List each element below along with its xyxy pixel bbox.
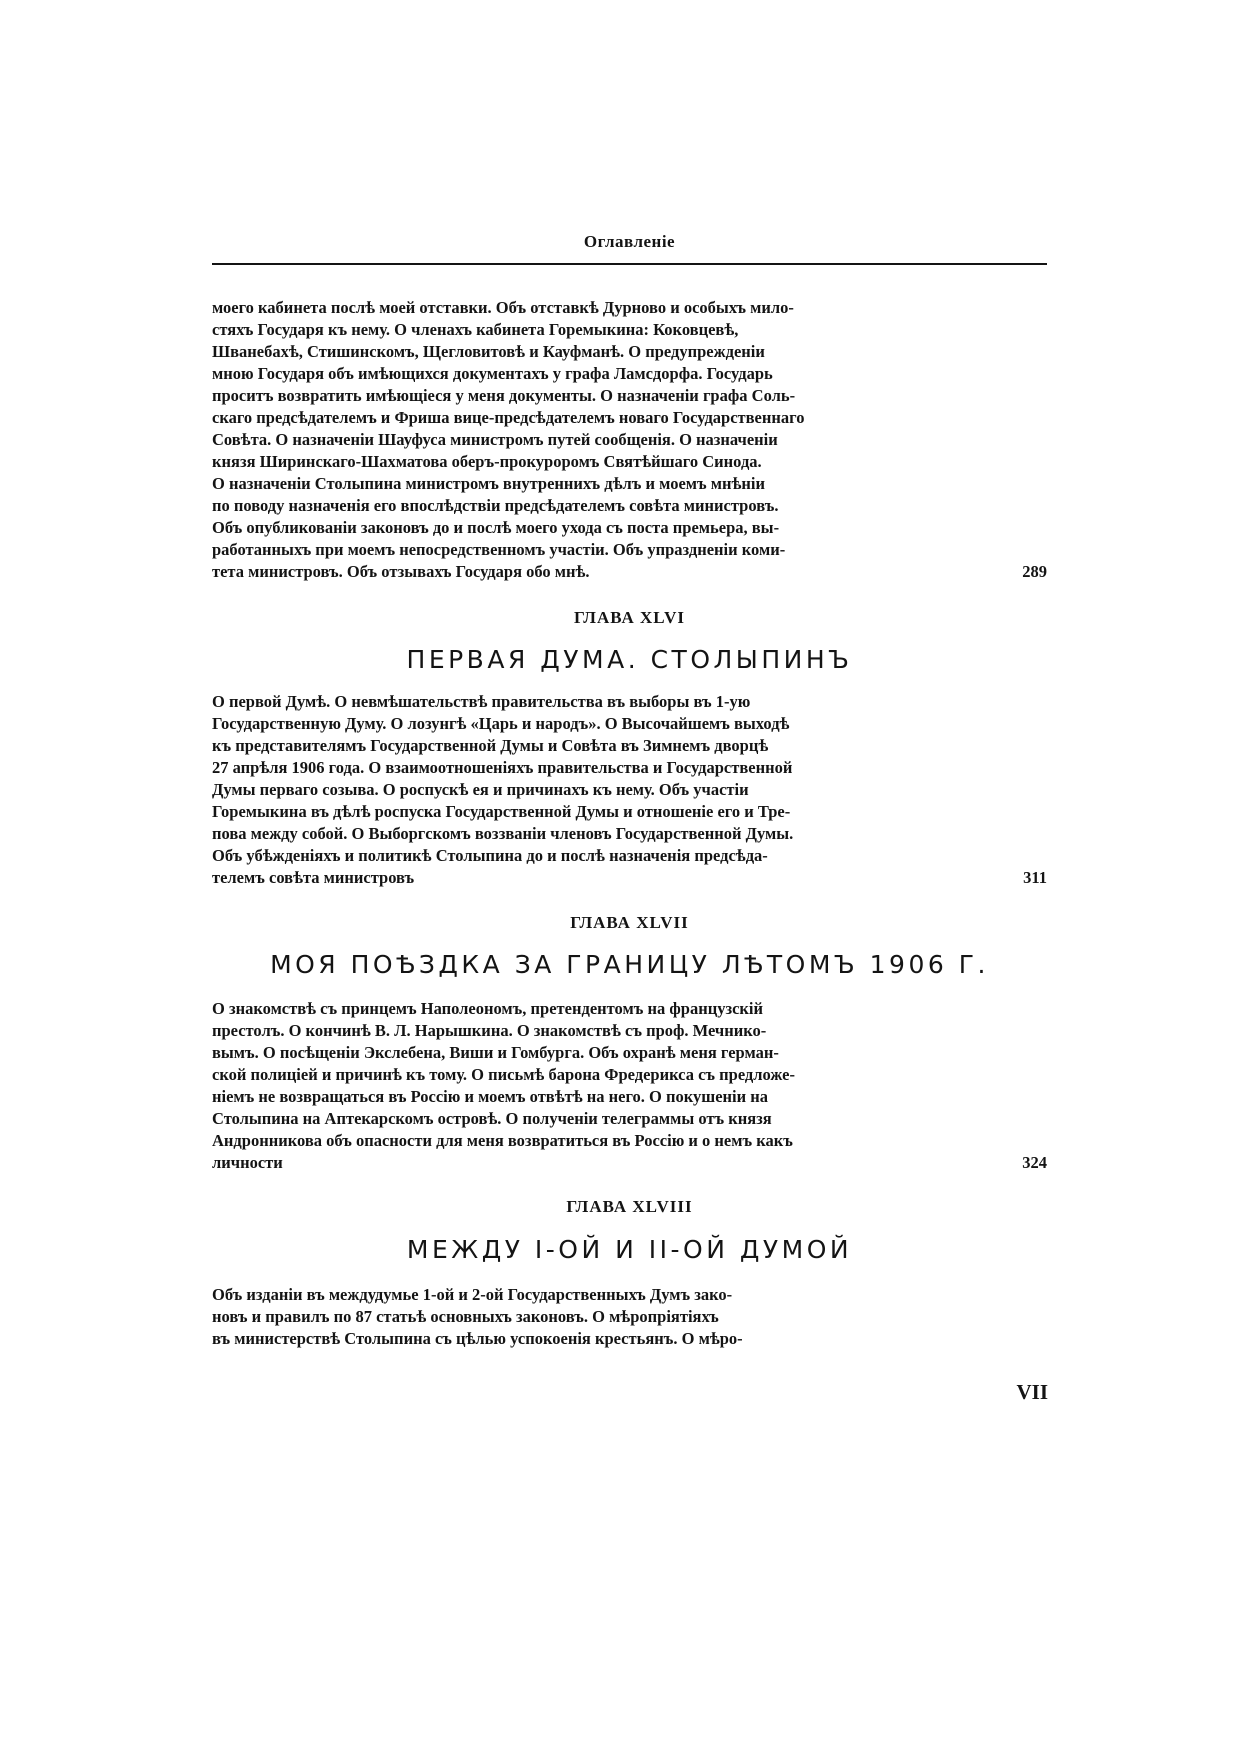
page-number: 289 bbox=[1022, 562, 1047, 581]
chapter-summary: моего кабинета послѣ моей отставки. Объ отставкѣ Дурново и особыхъ мило- стяхъ Государя къ нему. О членахъ кабинета Горемыкина: Коковцевѣ, Шванебахѣ, Стишинскомъ, Щегловитовѣ и Кауфманѣ. О предупрежденіи мною Государя объ имѣющихся документахъ у графа Ламсдорфа. Государь проситъ возвратить имѣющіеся у меня документы. О назначеніи графа Соль- скаго предсѣдателемъ и Фриша вице-предсѣдателемъ новаго Государственнаго Совѣта. О назначеніи Шауфуса министромъ путей сообщенія. О назначеніи князя Ширинскаго-Шахматова оберъ-прокуроромъ Святѣйшаго Синода. О назначеніи Столыпина министромъ внутреннихъ дѣлъ и моемъ мнѣніи по поводу назначенія его впослѣдствіи предсѣдателемъ совѣта министровъ. Объ опубликованіи законовъ до и послѣ моего ухода съ поста премьера, вы- работанныхъ при моемъ непосредственномъ участіи. Объ упраздненіи коми- тета министровъ. Объ отзывахъ Государя обо мнѣ. bbox=[212, 298, 805, 581]
page-number: 324 bbox=[1022, 1153, 1047, 1172]
chapter-label-xlviii: ГЛАВА XLVIII bbox=[566, 1197, 693, 1216]
toc-entry-xlvii bbox=[212, 998, 1047, 1174]
chapter-title-xlviii: МЕЖДУ I-ОЙ И II-ОЙ ДУМОЙ bbox=[406, 1235, 853, 1264]
chapter-title-xlvii: МОЯ ПОѢЗДКА ЗА ГРАНИЦУ ЛѢТОМЪ 1906 Г. bbox=[270, 950, 989, 979]
chapter-label-xlvii: ГЛАВА XLVII bbox=[570, 913, 689, 932]
chapter-label-xlvi: ГЛАВА XLVI bbox=[574, 608, 685, 627]
page-number: 311 bbox=[1023, 868, 1047, 887]
page-header: Оглавленіе bbox=[583, 232, 676, 251]
chapter-summary: О первой Думѣ. О невмѣшательствѣ правительства въ выборы въ 1-ую Государственную Думу. О лозунгѣ «Царь и народъ». О Высочайшемъ выходѣ къ представителямъ Государственной Думы и Совѣта въ Зимнемъ дворцѣ 27 апрѣля 1906 года. О взаимоотношеніяхъ правительства и Государственной Думы перваго созыва. О роспускѣ ея и причинахъ къ нему. Объ участіи Горемыкина въ дѣлѣ роспуска Государственной Думы и отношеніе его и Тре- пова между собой. О Выборгскомъ воззваніи членовъ Государственной Думы. Объ убѣжденіяхъ и политикѣ Столыпина до и послѣ назначенія предсѣда- телемъ совѣта министровъ bbox=[212, 692, 794, 887]
header-rule bbox=[212, 263, 1047, 265]
toc-entry-continued bbox=[212, 297, 1047, 583]
folio-page-number: VII bbox=[1016, 1380, 1048, 1404]
chapter-summary: О знакомствѣ съ принцемъ Наполеономъ, претендентомъ на французскій престолъ. О кончинѣ В. Л. Нарышкина. О знакомствѣ съ проф. Мечнико- вымъ. О посѣщеніи Экслебена, Виши и Гомбурга. Объ охранѣ меня герман- ской полиціей и причинѣ къ тому. О письмѣ барона Фредерикса съ предложе- ніемъ не возвращаться въ Россію и моемъ отвѣтѣ на него. О покушеніи на Столыпина на Аптекарскомъ островѣ. О полученіи телеграммы отъ князя Андронникова объ опасности для меня возвратиться въ Россію и о немъ какъ личности bbox=[212, 999, 795, 1172]
chapter-summary: Объ изданіи въ междудумье 1-ой и 2-ой Государственныхъ Думъ зако- новъ и правилъ по 87 статьѣ основныхъ законовъ. О мѣропріятіяхъ въ министерствѣ Столыпина съ цѣлью успокоенія крестьянъ. О мѣро- bbox=[212, 1285, 743, 1348]
toc-entry-xlviii bbox=[212, 1284, 1047, 1350]
toc-entry-xlvi bbox=[212, 691, 1047, 889]
chapter-title-xlvi: ПЕРВАЯ ДУМА. СТОЛЫПИНЪ bbox=[406, 645, 853, 674]
